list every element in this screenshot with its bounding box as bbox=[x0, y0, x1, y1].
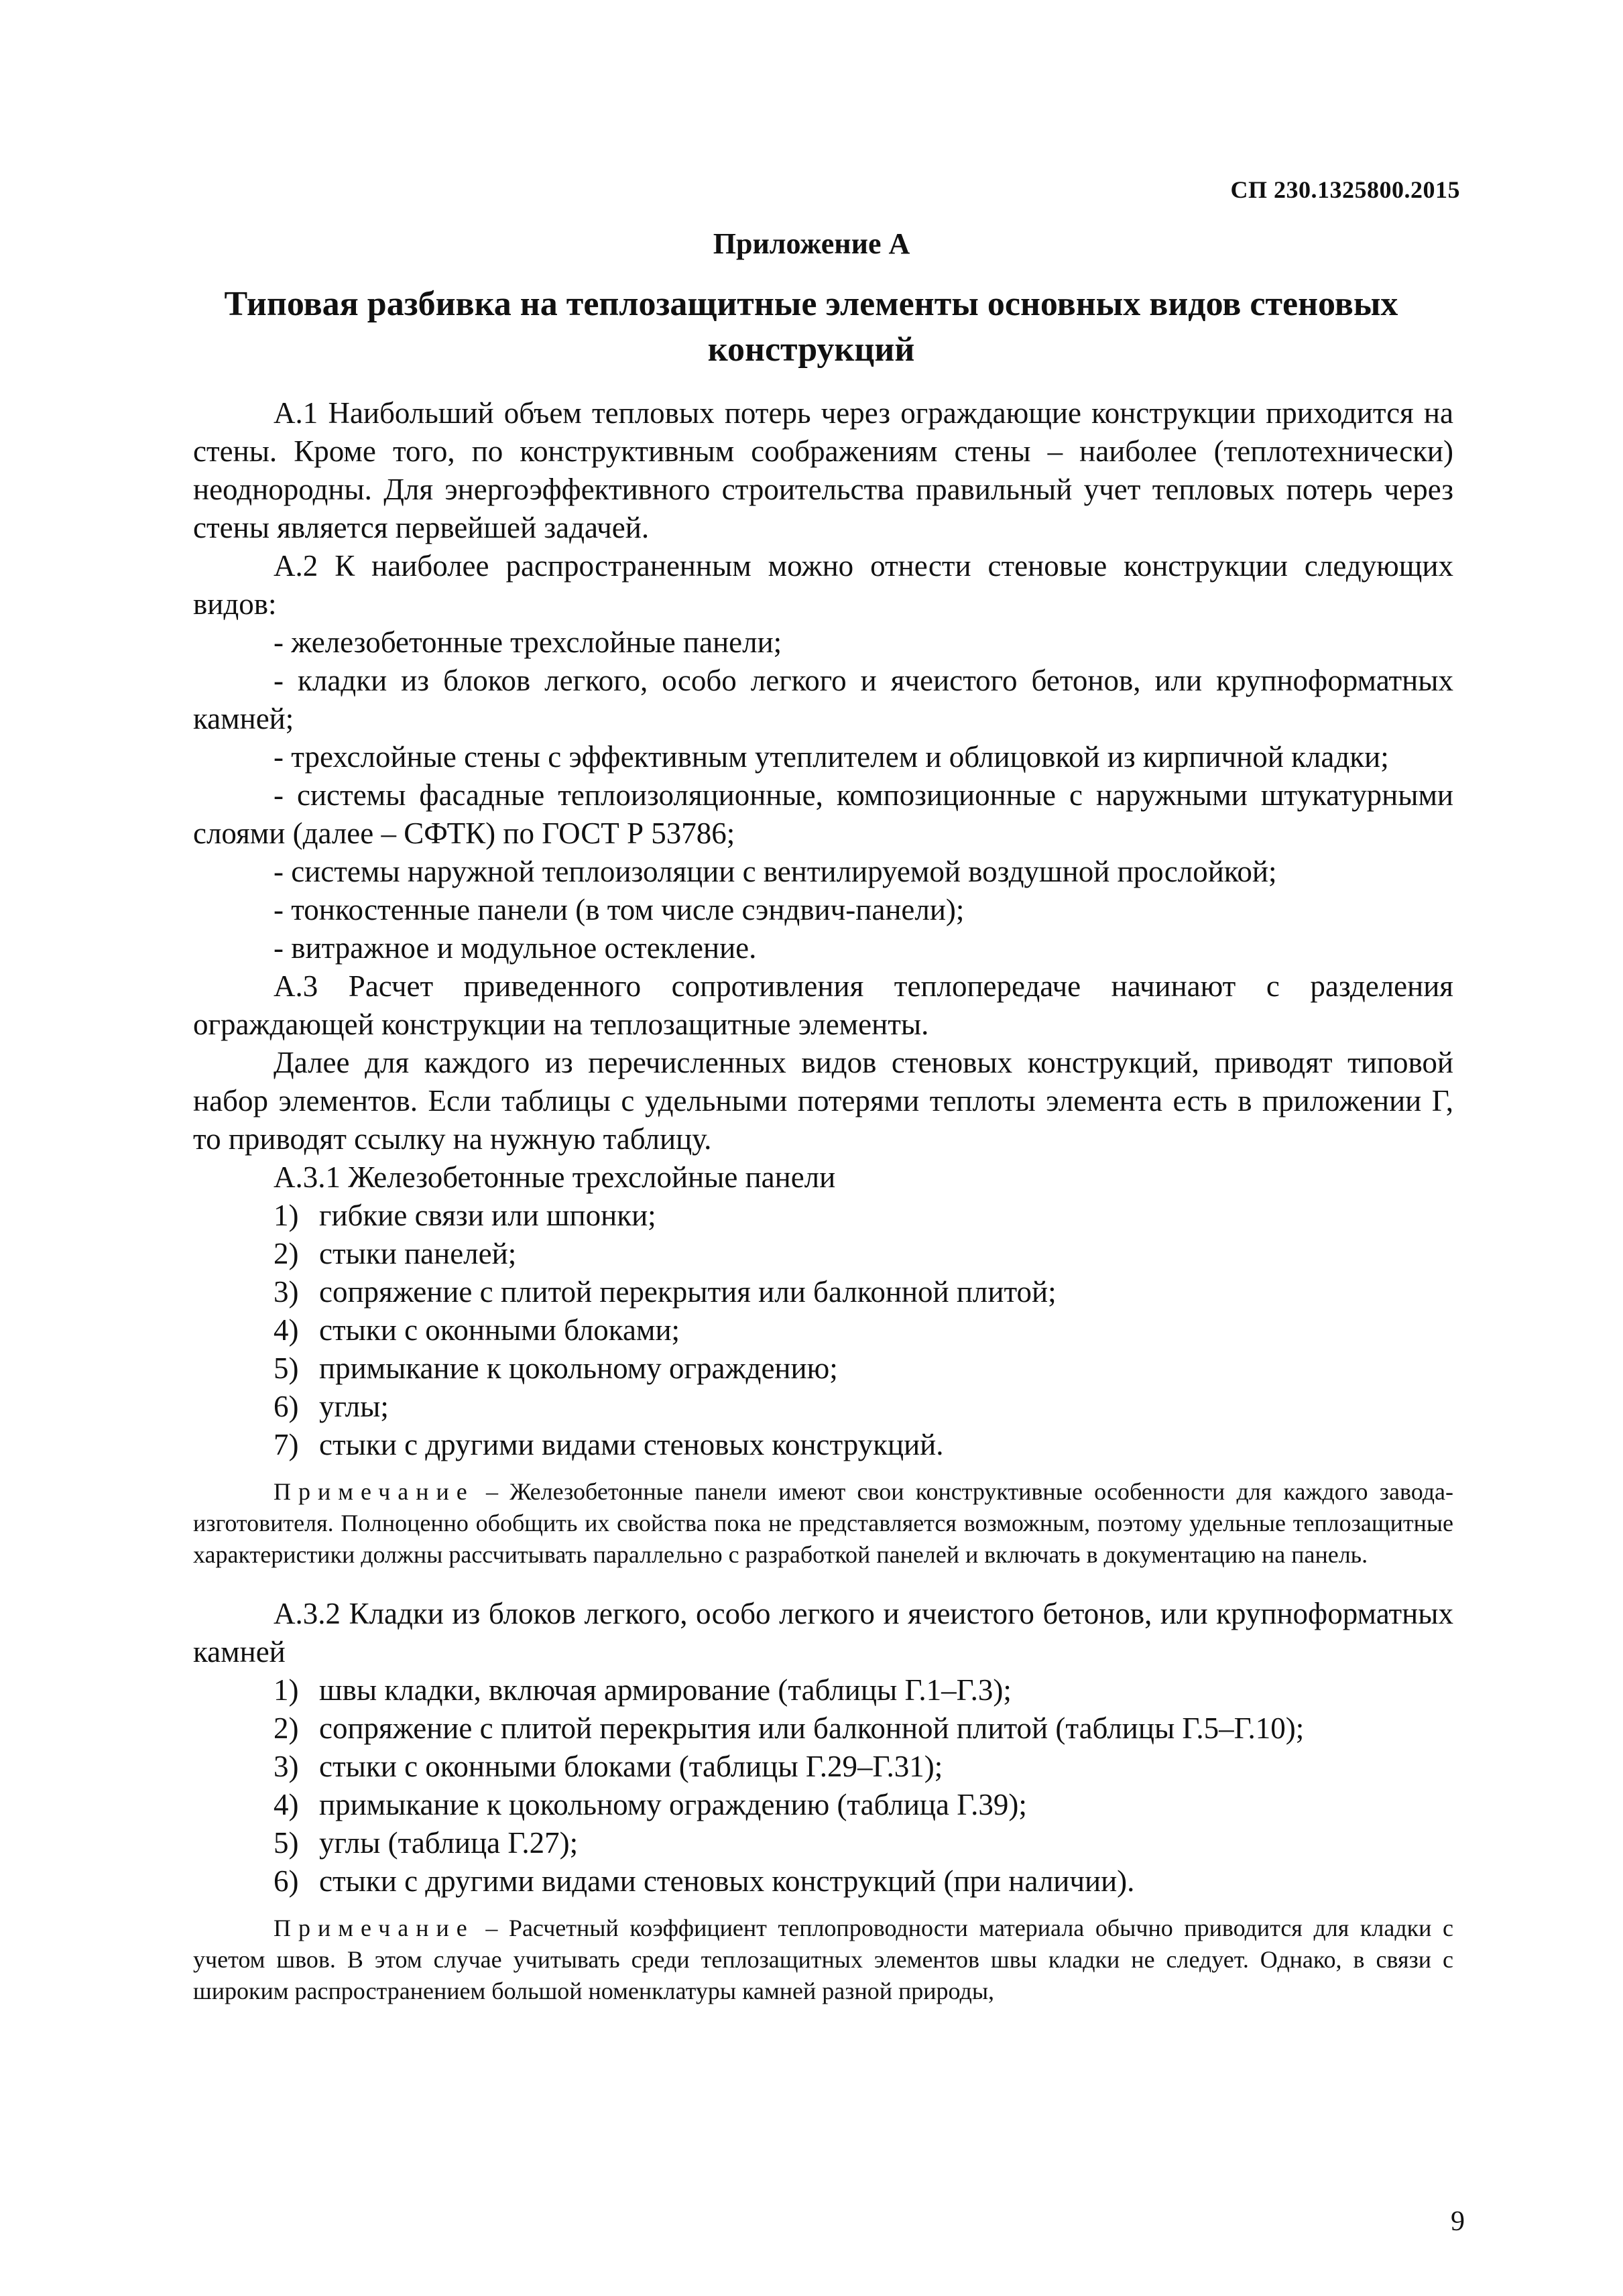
list-item bbox=[193, 1862, 1453, 1900]
list-item: - системы наружной теплоизоляции с вентилируемой воздушной прослойкой; bbox=[274, 855, 1277, 888]
note-label: Примечание bbox=[274, 1478, 475, 1505]
list-text: швы кладки, включая армирование (таблицы Г.1–Г.3); bbox=[319, 1673, 1012, 1707]
list-text: стыки с оконными блоками (таблицы Г.29–Г.31); bbox=[319, 1750, 943, 1783]
list-item: - трехслойные стены с эффективным утеплителем и облицовкой из кирпичной кладки; bbox=[274, 740, 1389, 774]
list-number: 1) bbox=[274, 1673, 299, 1707]
list-item: - системы фасадные теплоизоляционные, композиционные с наружными штукатурными слоями (далее – СФТК) по ГОСТ Р 53786; bbox=[193, 778, 1453, 850]
note-text: – Железобетонные панели имеют свои конструктивные особенности для каждого завода-изготовителя. Полноценно обобщить их свойства пока не представляется возможным, поэтому удельные теплозащитные характеристики должны рассчитывать параллельно с разработкой панелей и включать в документацию на панель. bbox=[193, 1478, 1453, 1568]
list-item bbox=[193, 1748, 1453, 1786]
list-item bbox=[193, 1311, 1453, 1349]
list-number: 1) bbox=[274, 1199, 299, 1232]
list-item bbox=[193, 1824, 1453, 1862]
list-item bbox=[193, 1388, 1453, 1426]
list-number: 2) bbox=[274, 1237, 299, 1270]
list-text: стыки с другими видами стеновых конструкций (при наличии). bbox=[319, 1864, 1135, 1898]
list-text: стыки с оконными блоками; bbox=[319, 1313, 680, 1347]
list-item bbox=[193, 1671, 1453, 1709]
note-label: Примечание bbox=[274, 1915, 475, 1941]
list-number: 7) bbox=[274, 1428, 299, 1461]
list-item: - витражное и модульное остекление. bbox=[274, 931, 757, 965]
list-text: сопряжение с плитой перекрытия или балконной плитой; bbox=[319, 1275, 1057, 1309]
list-number: 4) bbox=[274, 1313, 299, 1347]
paragraph-a2: А.2 К наиболее распространенным можно отнести стеновые конструкции следующих видов: bbox=[193, 549, 1453, 621]
paragraph-a1: А.1 Наибольший объем тепловых потерь через ограждающие конструкции приходится на стены. Кроме того, по конструктивным соображениям стены – наиболее (теплотехнически) неоднородны. Для энергоэффективного строительства правильный учет тепловых потерь через стены является первейшей задачей. bbox=[193, 396, 1453, 544]
list-item: - тонкостенные панели (в том числе сэндвич-панели); bbox=[274, 893, 965, 926]
note-2 bbox=[193, 1913, 1453, 2007]
page-title: Типовая разбивка на теплозащитные элементы основных видов стеновых конструкций bbox=[224, 285, 1398, 369]
list-item bbox=[193, 1709, 1453, 1748]
list-number: 4) bbox=[274, 1788, 299, 1821]
note-1 bbox=[193, 1476, 1453, 1571]
list-text: стыки панелей; bbox=[319, 1237, 517, 1270]
paragraph-a3: А.3 Расчет приведенного сопротивления теплопередаче начинают с разделения ограждающей конструкции на теплозащитные элементы. bbox=[193, 969, 1453, 1041]
section-a31-heading: А.3.1 Железобетонные трехслойные панели bbox=[274, 1160, 836, 1194]
list-text: углы; bbox=[319, 1390, 389, 1423]
list-item: - железобетонные трехслойные панели; bbox=[274, 625, 782, 659]
list-number: 5) bbox=[274, 1826, 299, 1860]
section-a32-heading: А.3.2 Кладки из блоков легкого, особо легкого и ячеистого бетонов, или крупноформатных камней bbox=[193, 1597, 1453, 1669]
note-text: – Расчетный коэффициент теплопроводности материала обычно приводится для кладки с учетом швов. В этом случае учитывать среди теплозащитных элементов швы кладки не следует. Однако, в связи с широким распространением большой номенклатуры камней разной природы, bbox=[193, 1915, 1453, 2004]
list-item bbox=[193, 1426, 1453, 1464]
list-number: 6) bbox=[274, 1390, 299, 1423]
list-text: примыкание к цокольному ограждению (таблица Г.39); bbox=[319, 1788, 1027, 1821]
document-code: СП 230.1325800.2015 bbox=[1230, 176, 1460, 203]
paragraph-a3-continued: Далее для каждого из перечисленных видов стеновых конструкций, приводят типовой набор элементов. Если таблицы с удельными потерями теплоты элемента есть в приложении Г, то приводят ссылку на нужную таблицу. bbox=[193, 1046, 1453, 1156]
list-text: сопряжение с плитой перекрытия или балконной плитой (таблицы Г.5–Г.10); bbox=[319, 1711, 1305, 1745]
list-number: 2) bbox=[274, 1711, 299, 1745]
list-item bbox=[193, 1235, 1453, 1273]
list-text: примыкание к цокольному ограждению; bbox=[319, 1351, 838, 1385]
list-number: 3) bbox=[274, 1275, 299, 1309]
list-text: гибкие связи или шпонки; bbox=[319, 1199, 656, 1232]
list-number: 3) bbox=[274, 1750, 299, 1783]
list-item bbox=[193, 1349, 1453, 1388]
page-number: 9 bbox=[1451, 2206, 1465, 2237]
list-text: стыки с другими видами стеновых конструкций. bbox=[319, 1428, 944, 1461]
list-item bbox=[193, 1197, 1453, 1235]
list-item bbox=[193, 1786, 1453, 1824]
list-number: 5) bbox=[274, 1351, 299, 1385]
list-item bbox=[193, 1273, 1453, 1311]
list-number: 6) bbox=[274, 1864, 299, 1898]
list-text: углы (таблица Г.27); bbox=[319, 1826, 579, 1860]
appendix-label: Приложение А bbox=[713, 227, 910, 260]
document-body bbox=[193, 394, 1453, 2031]
list-item: - кладки из блоков легкого, особо легкого и ячеистого бетонов, или крупноформатных камней; bbox=[193, 664, 1453, 735]
